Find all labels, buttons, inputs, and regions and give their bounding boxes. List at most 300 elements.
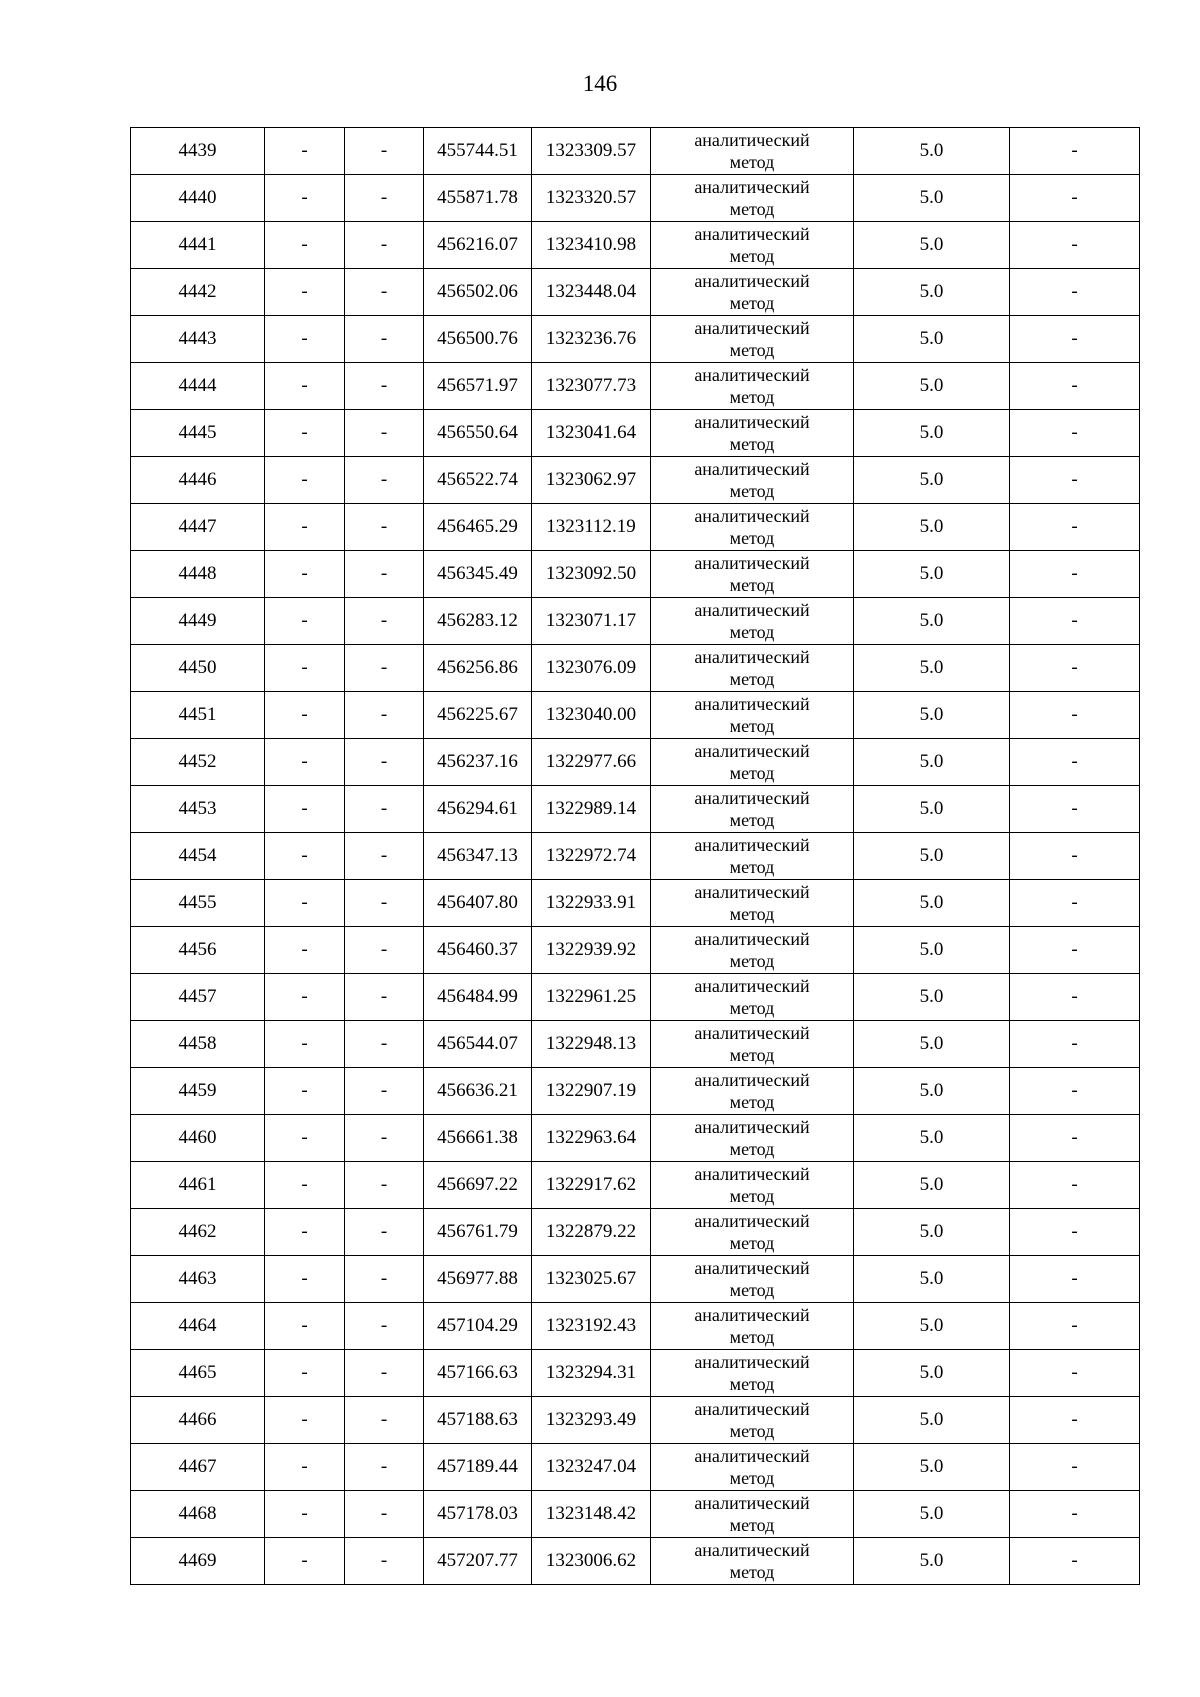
x-coordinate-cell: 456977.88	[424, 1256, 532, 1303]
empty-cell-b: -	[345, 175, 424, 222]
empty-cell-a: -	[265, 974, 345, 1021]
empty-cell-b: -	[345, 269, 424, 316]
description-cell: -	[1010, 1538, 1140, 1585]
method-line-1: аналитический	[694, 271, 810, 291]
empty-cell-b: -	[345, 504, 424, 551]
method-cell	[651, 551, 854, 598]
empty-cell-b: -	[345, 927, 424, 974]
description-cell: -	[1010, 927, 1140, 974]
point-number-cell: 4445	[131, 410, 265, 457]
table-row	[131, 927, 1140, 974]
method-line-1: аналитический	[694, 365, 810, 385]
empty-cell-a: -	[265, 1538, 345, 1585]
method-line-1: аналитический	[694, 1070, 810, 1090]
x-coordinate-cell: 457178.03	[424, 1491, 532, 1538]
method-cell	[651, 1303, 854, 1350]
point-number-cell: 4466	[131, 1397, 265, 1444]
method-line-2: метод	[729, 810, 775, 830]
empty-cell-a: -	[265, 316, 345, 363]
empty-cell-a: -	[265, 1350, 345, 1397]
point-number-cell: 4462	[131, 1209, 265, 1256]
y-coordinate-cell: 1322879.22	[532, 1209, 651, 1256]
x-coordinate-cell: 456347.13	[424, 833, 532, 880]
empty-cell-a: -	[265, 1115, 345, 1162]
x-coordinate-cell: 456256.86	[424, 645, 532, 692]
x-coordinate-cell: 456571.97	[424, 363, 532, 410]
point-number-cell: 4446	[131, 457, 265, 504]
x-coordinate-cell: 456500.76	[424, 316, 532, 363]
method-line-2: метод	[729, 1233, 775, 1253]
description-cell: -	[1010, 1397, 1140, 1444]
empty-cell-a: -	[265, 504, 345, 551]
method-cell	[651, 1209, 854, 1256]
method-cell	[651, 457, 854, 504]
point-number-cell: 4460	[131, 1115, 265, 1162]
description-cell: -	[1010, 316, 1140, 363]
x-coordinate-cell: 456283.12	[424, 598, 532, 645]
method-line-2: метод	[729, 1139, 775, 1159]
accuracy-cell: 5.0	[854, 363, 1010, 410]
accuracy-cell: 5.0	[854, 551, 1010, 598]
method-line-1: аналитический	[694, 412, 810, 432]
method-cell	[651, 974, 854, 1021]
empty-cell-b: -	[345, 1115, 424, 1162]
table-row	[131, 1256, 1140, 1303]
y-coordinate-cell: 1322977.66	[532, 739, 651, 786]
accuracy-cell: 5.0	[854, 927, 1010, 974]
method-cell	[651, 1397, 854, 1444]
accuracy-cell: 5.0	[854, 880, 1010, 927]
method-cell	[651, 833, 854, 880]
empty-cell-b: -	[345, 1021, 424, 1068]
empty-cell-b: -	[345, 598, 424, 645]
method-line-2: метод	[729, 481, 775, 501]
empty-cell-a: -	[265, 786, 345, 833]
method-cell	[651, 1115, 854, 1162]
empty-cell-a: -	[265, 1021, 345, 1068]
empty-cell-a: -	[265, 551, 345, 598]
x-coordinate-cell: 456484.99	[424, 974, 532, 1021]
accuracy-cell: 5.0	[854, 1444, 1010, 1491]
point-number-cell: 4469	[131, 1538, 265, 1585]
description-cell: -	[1010, 504, 1140, 551]
description-cell: -	[1010, 175, 1140, 222]
y-coordinate-cell: 1322939.92	[532, 927, 651, 974]
method-line-1: аналитический	[694, 788, 810, 808]
method-cell	[651, 692, 854, 739]
table-row	[131, 504, 1140, 551]
method-line-1: аналитический	[694, 1164, 810, 1184]
accuracy-cell: 5.0	[854, 1303, 1010, 1350]
empty-cell-b: -	[345, 1538, 424, 1585]
table-row	[131, 1068, 1140, 1115]
method-line-2: метод	[729, 1562, 775, 1582]
empty-cell-a: -	[265, 1256, 345, 1303]
method-cell	[651, 1162, 854, 1209]
y-coordinate-cell: 1322948.13	[532, 1021, 651, 1068]
method-cell	[651, 1021, 854, 1068]
y-coordinate-cell: 1323448.04	[532, 269, 651, 316]
table-body	[131, 128, 1140, 1585]
y-coordinate-cell: 1323192.43	[532, 1303, 651, 1350]
empty-cell-a: -	[265, 1209, 345, 1256]
empty-cell-b: -	[345, 1350, 424, 1397]
table-row	[131, 786, 1140, 833]
empty-cell-a: -	[265, 1303, 345, 1350]
y-coordinate-cell: 1323320.57	[532, 175, 651, 222]
method-cell	[651, 1256, 854, 1303]
empty-cell-b: -	[345, 316, 424, 363]
method-line-1: аналитический	[694, 553, 810, 573]
accuracy-cell: 5.0	[854, 598, 1010, 645]
description-cell: -	[1010, 269, 1140, 316]
empty-cell-b: -	[345, 222, 424, 269]
empty-cell-b: -	[345, 128, 424, 175]
empty-cell-a: -	[265, 833, 345, 880]
description-cell: -	[1010, 1068, 1140, 1115]
x-coordinate-cell: 456544.07	[424, 1021, 532, 1068]
description-cell: -	[1010, 833, 1140, 880]
method-cell	[651, 739, 854, 786]
empty-cell-b: -	[345, 1397, 424, 1444]
empty-cell-a: -	[265, 1444, 345, 1491]
method-cell	[651, 128, 854, 175]
method-line-2: метод	[729, 387, 775, 407]
method-line-2: метод	[729, 716, 775, 736]
method-cell	[651, 598, 854, 645]
empty-cell-b: -	[345, 1162, 424, 1209]
table-row	[131, 1538, 1140, 1585]
y-coordinate-cell: 1323041.64	[532, 410, 651, 457]
method-line-1: аналитический	[694, 1211, 810, 1231]
description-cell: -	[1010, 1491, 1140, 1538]
x-coordinate-cell: 457166.63	[424, 1350, 532, 1397]
method-line-1: аналитический	[694, 1540, 810, 1560]
empty-cell-a: -	[265, 1491, 345, 1538]
point-number-cell: 4440	[131, 175, 265, 222]
description-cell: -	[1010, 1209, 1140, 1256]
x-coordinate-cell: 456636.21	[424, 1068, 532, 1115]
method-line-1: аналитический	[694, 318, 810, 338]
description-cell: -	[1010, 598, 1140, 645]
empty-cell-b: -	[345, 1209, 424, 1256]
point-number-cell: 4444	[131, 363, 265, 410]
table-row	[131, 1444, 1140, 1491]
x-coordinate-cell: 456522.74	[424, 457, 532, 504]
point-number-cell: 4468	[131, 1491, 265, 1538]
x-coordinate-cell: 457104.29	[424, 1303, 532, 1350]
point-number-cell: 4459	[131, 1068, 265, 1115]
description-cell: -	[1010, 128, 1140, 175]
accuracy-cell: 5.0	[854, 175, 1010, 222]
empty-cell-b: -	[345, 974, 424, 1021]
x-coordinate-cell: 457189.44	[424, 1444, 532, 1491]
point-number-cell: 4454	[131, 833, 265, 880]
point-number-cell: 4456	[131, 927, 265, 974]
empty-cell-a: -	[265, 222, 345, 269]
coordinates-table	[130, 127, 1140, 1585]
accuracy-cell: 5.0	[854, 645, 1010, 692]
point-number-cell: 4467	[131, 1444, 265, 1491]
table-row	[131, 410, 1140, 457]
empty-cell-b: -	[345, 1068, 424, 1115]
empty-cell-a: -	[265, 410, 345, 457]
point-number-cell: 4464	[131, 1303, 265, 1350]
method-line-2: метод	[729, 152, 775, 172]
method-line-2: метод	[729, 1374, 775, 1394]
accuracy-cell: 5.0	[854, 1209, 1010, 1256]
x-coordinate-cell: 456225.67	[424, 692, 532, 739]
point-number-cell: 4461	[131, 1162, 265, 1209]
y-coordinate-cell: 1323112.19	[532, 504, 651, 551]
point-number-cell: 4447	[131, 504, 265, 551]
accuracy-cell: 5.0	[854, 1162, 1010, 1209]
x-coordinate-cell: 456502.06	[424, 269, 532, 316]
description-cell: -	[1010, 786, 1140, 833]
method-line-2: метод	[729, 998, 775, 1018]
description-cell: -	[1010, 1021, 1140, 1068]
method-line-2: метод	[729, 528, 775, 548]
point-number-cell: 4443	[131, 316, 265, 363]
y-coordinate-cell: 1323062.97	[532, 457, 651, 504]
description-cell: -	[1010, 1350, 1140, 1397]
table-row	[131, 1209, 1140, 1256]
table-row	[131, 1115, 1140, 1162]
page-number: 146	[582, 71, 618, 96]
x-coordinate-cell: 456294.61	[424, 786, 532, 833]
description-cell: -	[1010, 1162, 1140, 1209]
y-coordinate-cell: 1322972.74	[532, 833, 651, 880]
y-coordinate-cell: 1323092.50	[532, 551, 651, 598]
empty-cell-a: -	[265, 363, 345, 410]
accuracy-cell: 5.0	[854, 692, 1010, 739]
method-cell	[651, 269, 854, 316]
empty-cell-a: -	[265, 645, 345, 692]
method-line-2: метод	[729, 246, 775, 266]
method-line-1: аналитический	[694, 1352, 810, 1372]
point-number-cell: 4448	[131, 551, 265, 598]
point-number-cell: 4452	[131, 739, 265, 786]
table-row	[131, 1021, 1140, 1068]
x-coordinate-cell: 456550.64	[424, 410, 532, 457]
accuracy-cell: 5.0	[854, 269, 1010, 316]
table-row	[131, 457, 1140, 504]
empty-cell-b: -	[345, 833, 424, 880]
x-coordinate-cell: 456465.29	[424, 504, 532, 551]
accuracy-cell: 5.0	[854, 1021, 1010, 1068]
empty-cell-b: -	[345, 551, 424, 598]
method-line-2: метод	[729, 293, 775, 313]
method-cell	[651, 222, 854, 269]
table-row	[131, 363, 1140, 410]
table-row	[131, 1397, 1140, 1444]
empty-cell-a: -	[265, 739, 345, 786]
point-number-cell: 4463	[131, 1256, 265, 1303]
accuracy-cell: 5.0	[854, 457, 1010, 504]
empty-cell-b: -	[345, 363, 424, 410]
table-row	[131, 739, 1140, 786]
description-cell: -	[1010, 1303, 1140, 1350]
accuracy-cell: 5.0	[854, 222, 1010, 269]
method-line-2: метод	[729, 1515, 775, 1535]
method-cell	[651, 504, 854, 551]
accuracy-cell: 5.0	[854, 1397, 1010, 1444]
method-line-2: метод	[729, 1327, 775, 1347]
y-coordinate-cell: 1322907.19	[532, 1068, 651, 1115]
x-coordinate-cell: 455871.78	[424, 175, 532, 222]
table-row	[131, 316, 1140, 363]
description-cell: -	[1010, 645, 1140, 692]
description-cell: -	[1010, 457, 1140, 504]
y-coordinate-cell: 1323247.04	[532, 1444, 651, 1491]
x-coordinate-cell: 456661.38	[424, 1115, 532, 1162]
description-cell: -	[1010, 363, 1140, 410]
method-line-2: метод	[729, 575, 775, 595]
method-line-1: аналитический	[694, 1446, 810, 1466]
method-line-2: метод	[729, 904, 775, 924]
y-coordinate-cell: 1323071.17	[532, 598, 651, 645]
accuracy-cell: 5.0	[854, 1115, 1010, 1162]
y-coordinate-cell: 1323006.62	[532, 1538, 651, 1585]
method-line-1: аналитический	[694, 177, 810, 197]
description-cell: -	[1010, 692, 1140, 739]
accuracy-cell: 5.0	[854, 1256, 1010, 1303]
point-number-cell: 4453	[131, 786, 265, 833]
accuracy-cell: 5.0	[854, 1491, 1010, 1538]
y-coordinate-cell: 1323148.42	[532, 1491, 651, 1538]
empty-cell-b: -	[345, 1491, 424, 1538]
method-line-1: аналитический	[694, 1023, 810, 1043]
method-cell	[651, 927, 854, 974]
method-line-2: метод	[729, 1186, 775, 1206]
empty-cell-b: -	[345, 692, 424, 739]
empty-cell-a: -	[265, 1068, 345, 1115]
description-cell: -	[1010, 222, 1140, 269]
point-number-cell: 4465	[131, 1350, 265, 1397]
point-number-cell: 4442	[131, 269, 265, 316]
accuracy-cell: 5.0	[854, 316, 1010, 363]
x-coordinate-cell: 457188.63	[424, 1397, 532, 1444]
method-line-2: метод	[729, 951, 775, 971]
table-row	[131, 551, 1140, 598]
method-line-1: аналитический	[694, 600, 810, 620]
method-line-1: аналитический	[694, 1117, 810, 1137]
table-row	[131, 175, 1140, 222]
method-line-1: аналитический	[694, 459, 810, 479]
empty-cell-a: -	[265, 175, 345, 222]
method-line-1: аналитический	[694, 224, 810, 244]
accuracy-cell: 5.0	[854, 1068, 1010, 1115]
y-coordinate-cell: 1323076.09	[532, 645, 651, 692]
point-number-cell: 4451	[131, 692, 265, 739]
table-row	[131, 974, 1140, 1021]
point-number-cell: 4458	[131, 1021, 265, 1068]
method-line-2: метод	[729, 1280, 775, 1300]
method-cell	[651, 1068, 854, 1115]
method-line-1: аналитический	[694, 976, 810, 996]
y-coordinate-cell: 1323236.76	[532, 316, 651, 363]
empty-cell-b: -	[345, 880, 424, 927]
method-cell	[651, 410, 854, 457]
method-line-2: метод	[729, 1045, 775, 1065]
accuracy-cell: 5.0	[854, 410, 1010, 457]
description-cell: -	[1010, 1115, 1140, 1162]
empty-cell-a: -	[265, 598, 345, 645]
empty-cell-a: -	[265, 880, 345, 927]
method-line-1: аналитический	[694, 882, 810, 902]
accuracy-cell: 5.0	[854, 739, 1010, 786]
empty-cell-a: -	[265, 1397, 345, 1444]
method-cell	[651, 1538, 854, 1585]
y-coordinate-cell: 1322917.62	[532, 1162, 651, 1209]
empty-cell-b: -	[345, 1256, 424, 1303]
description-cell: -	[1010, 551, 1140, 598]
description-cell: -	[1010, 1444, 1140, 1491]
method-line-1: аналитический	[694, 1258, 810, 1278]
method-line-2: метод	[729, 1421, 775, 1441]
method-line-1: аналитический	[694, 741, 810, 761]
y-coordinate-cell: 1323309.57	[532, 128, 651, 175]
empty-cell-b: -	[345, 1444, 424, 1491]
method-line-2: метод	[729, 434, 775, 454]
y-coordinate-cell: 1323294.31	[532, 1350, 651, 1397]
method-line-1: аналитический	[694, 130, 810, 150]
table-row	[131, 645, 1140, 692]
method-line-1: аналитический	[694, 694, 810, 714]
x-coordinate-cell: 457207.77	[424, 1538, 532, 1585]
accuracy-cell: 5.0	[854, 786, 1010, 833]
method-cell	[651, 316, 854, 363]
point-number-cell: 4457	[131, 974, 265, 1021]
method-line-1: аналитический	[694, 1493, 810, 1513]
table-row	[131, 222, 1140, 269]
x-coordinate-cell: 456345.49	[424, 551, 532, 598]
empty-cell-b: -	[345, 410, 424, 457]
x-coordinate-cell: 456761.79	[424, 1209, 532, 1256]
y-coordinate-cell: 1323040.00	[532, 692, 651, 739]
empty-cell-a: -	[265, 692, 345, 739]
table-row	[131, 1303, 1140, 1350]
y-coordinate-cell: 1322961.25	[532, 974, 651, 1021]
x-coordinate-cell: 456697.22	[424, 1162, 532, 1209]
method-line-1: аналитический	[694, 1305, 810, 1325]
table-row	[131, 692, 1140, 739]
point-number-cell: 4450	[131, 645, 265, 692]
y-coordinate-cell: 1322989.14	[532, 786, 651, 833]
accuracy-cell: 5.0	[854, 974, 1010, 1021]
method-line-2: метод	[729, 763, 775, 783]
method-line-2: метод	[729, 1468, 775, 1488]
table-row	[131, 598, 1140, 645]
y-coordinate-cell: 1322963.64	[532, 1115, 651, 1162]
accuracy-cell: 5.0	[854, 128, 1010, 175]
table-row	[131, 1350, 1140, 1397]
description-cell: -	[1010, 739, 1140, 786]
method-line-2: метод	[729, 622, 775, 642]
empty-cell-b: -	[345, 645, 424, 692]
table-row	[131, 833, 1140, 880]
accuracy-cell: 5.0	[854, 833, 1010, 880]
description-cell: -	[1010, 974, 1140, 1021]
empty-cell-a: -	[265, 269, 345, 316]
method-cell	[651, 1491, 854, 1538]
table-row	[131, 269, 1140, 316]
point-number-cell: 4439	[131, 128, 265, 175]
method-cell	[651, 645, 854, 692]
y-coordinate-cell: 1323025.67	[532, 1256, 651, 1303]
x-coordinate-cell: 456407.80	[424, 880, 532, 927]
method-cell	[651, 1444, 854, 1491]
